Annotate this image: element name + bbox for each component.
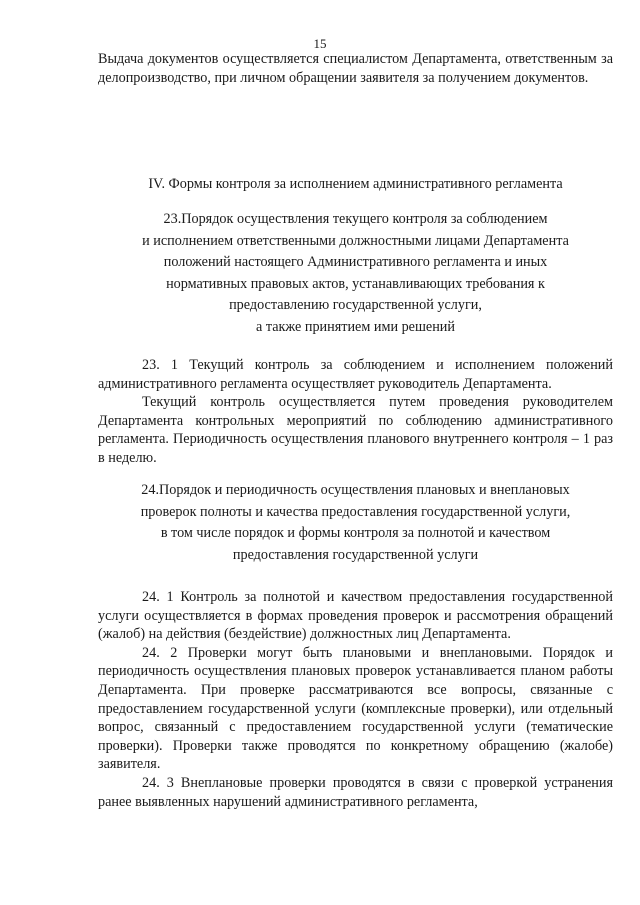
subsection-23-heading-line: и исполнением ответственными должностными лицами Департамента [142,232,569,249]
subsection-23-heading-line: нормативных правовых актов, устанавливающих требования к [166,275,545,292]
intro-text: Выдача документов осуществляется специалистом Департамента, ответственным за делопроизводство, при личном обращении заявителя за получением документов. [98,51,613,86]
intro-paragraph [98,50,613,87]
section-heading [98,175,613,194]
subsection-23-heading [98,209,613,339]
paragraph-24-3: 24. 3 Внеплановые проверки проводятся в связи с проверкой устранения ранее выявленных нарушений административного регламента, [98,774,613,810]
subsection-23-heading-line: 23.Порядок осуществления текущего контроля за соблюдением [163,211,548,227]
subsection-24-heading [98,480,613,566]
section-heading-text: IV. Формы контроля за исполнением административного регламента [148,176,563,192]
subsection-23-heading-line: положений настоящего Административного регламента и иных [163,254,548,271]
subsection-24-heading-line: в том числе порядок и формы контроля за полнотой и качеством [160,525,551,542]
subsection-23-heading-line: предоставлению государственной услуги, [229,297,482,314]
paragraph-23-1-b: Текущий контроль осуществляется путем проведения руководителем Департамента контрольных мероприятий по соблюдению административного регламента. Периодичность осуществления планового внутреннего контроля – 1 раз в неделю. [98,394,613,466]
section-23-body [98,356,613,468]
page-number: 15 [313,36,327,51]
paragraph-24-2: 24. 2 Проверки могут быть плановыми и внеплановыми. Порядок и периодичность осуществления плановых проверок устанавливается планом работы Департамента. При проверке рассматриваются все вопросы, связанные с предоставлением государственной услуги (комплексные проверки), или отдельный вопрос, связанный с предоставлением государственной услуги (тематические проверки). Проверки также проводятся по конкретному обращению (жалобе) заявителя. [98,644,613,773]
paragraph-23-1: 23. 1 Текущий контроль за соблюдением и исполнением положений административного регламента осуществляет руководитель Департамента. [98,357,613,392]
subsection-24-heading-line: проверок полноты и качества предоставления государственной услуги, [140,503,571,520]
subsection-24-heading-line: 24.Порядок и периодичность осуществления плановых и внеплановых [141,482,570,498]
subsection-23-heading-line: а также принятием ими решений [256,318,455,335]
subsection-24-heading-line: предоставления государственной услуги [232,546,479,563]
section-24-body [98,588,613,811]
paragraph-24-1: 24. 1 Контроль за полнотой и качеством предоставления государственной услуги осуществляется в формах проведения проверок и рассмотрения обращений (жалоб) на действия (бездействие) должностных лиц Департамента. [98,589,613,643]
